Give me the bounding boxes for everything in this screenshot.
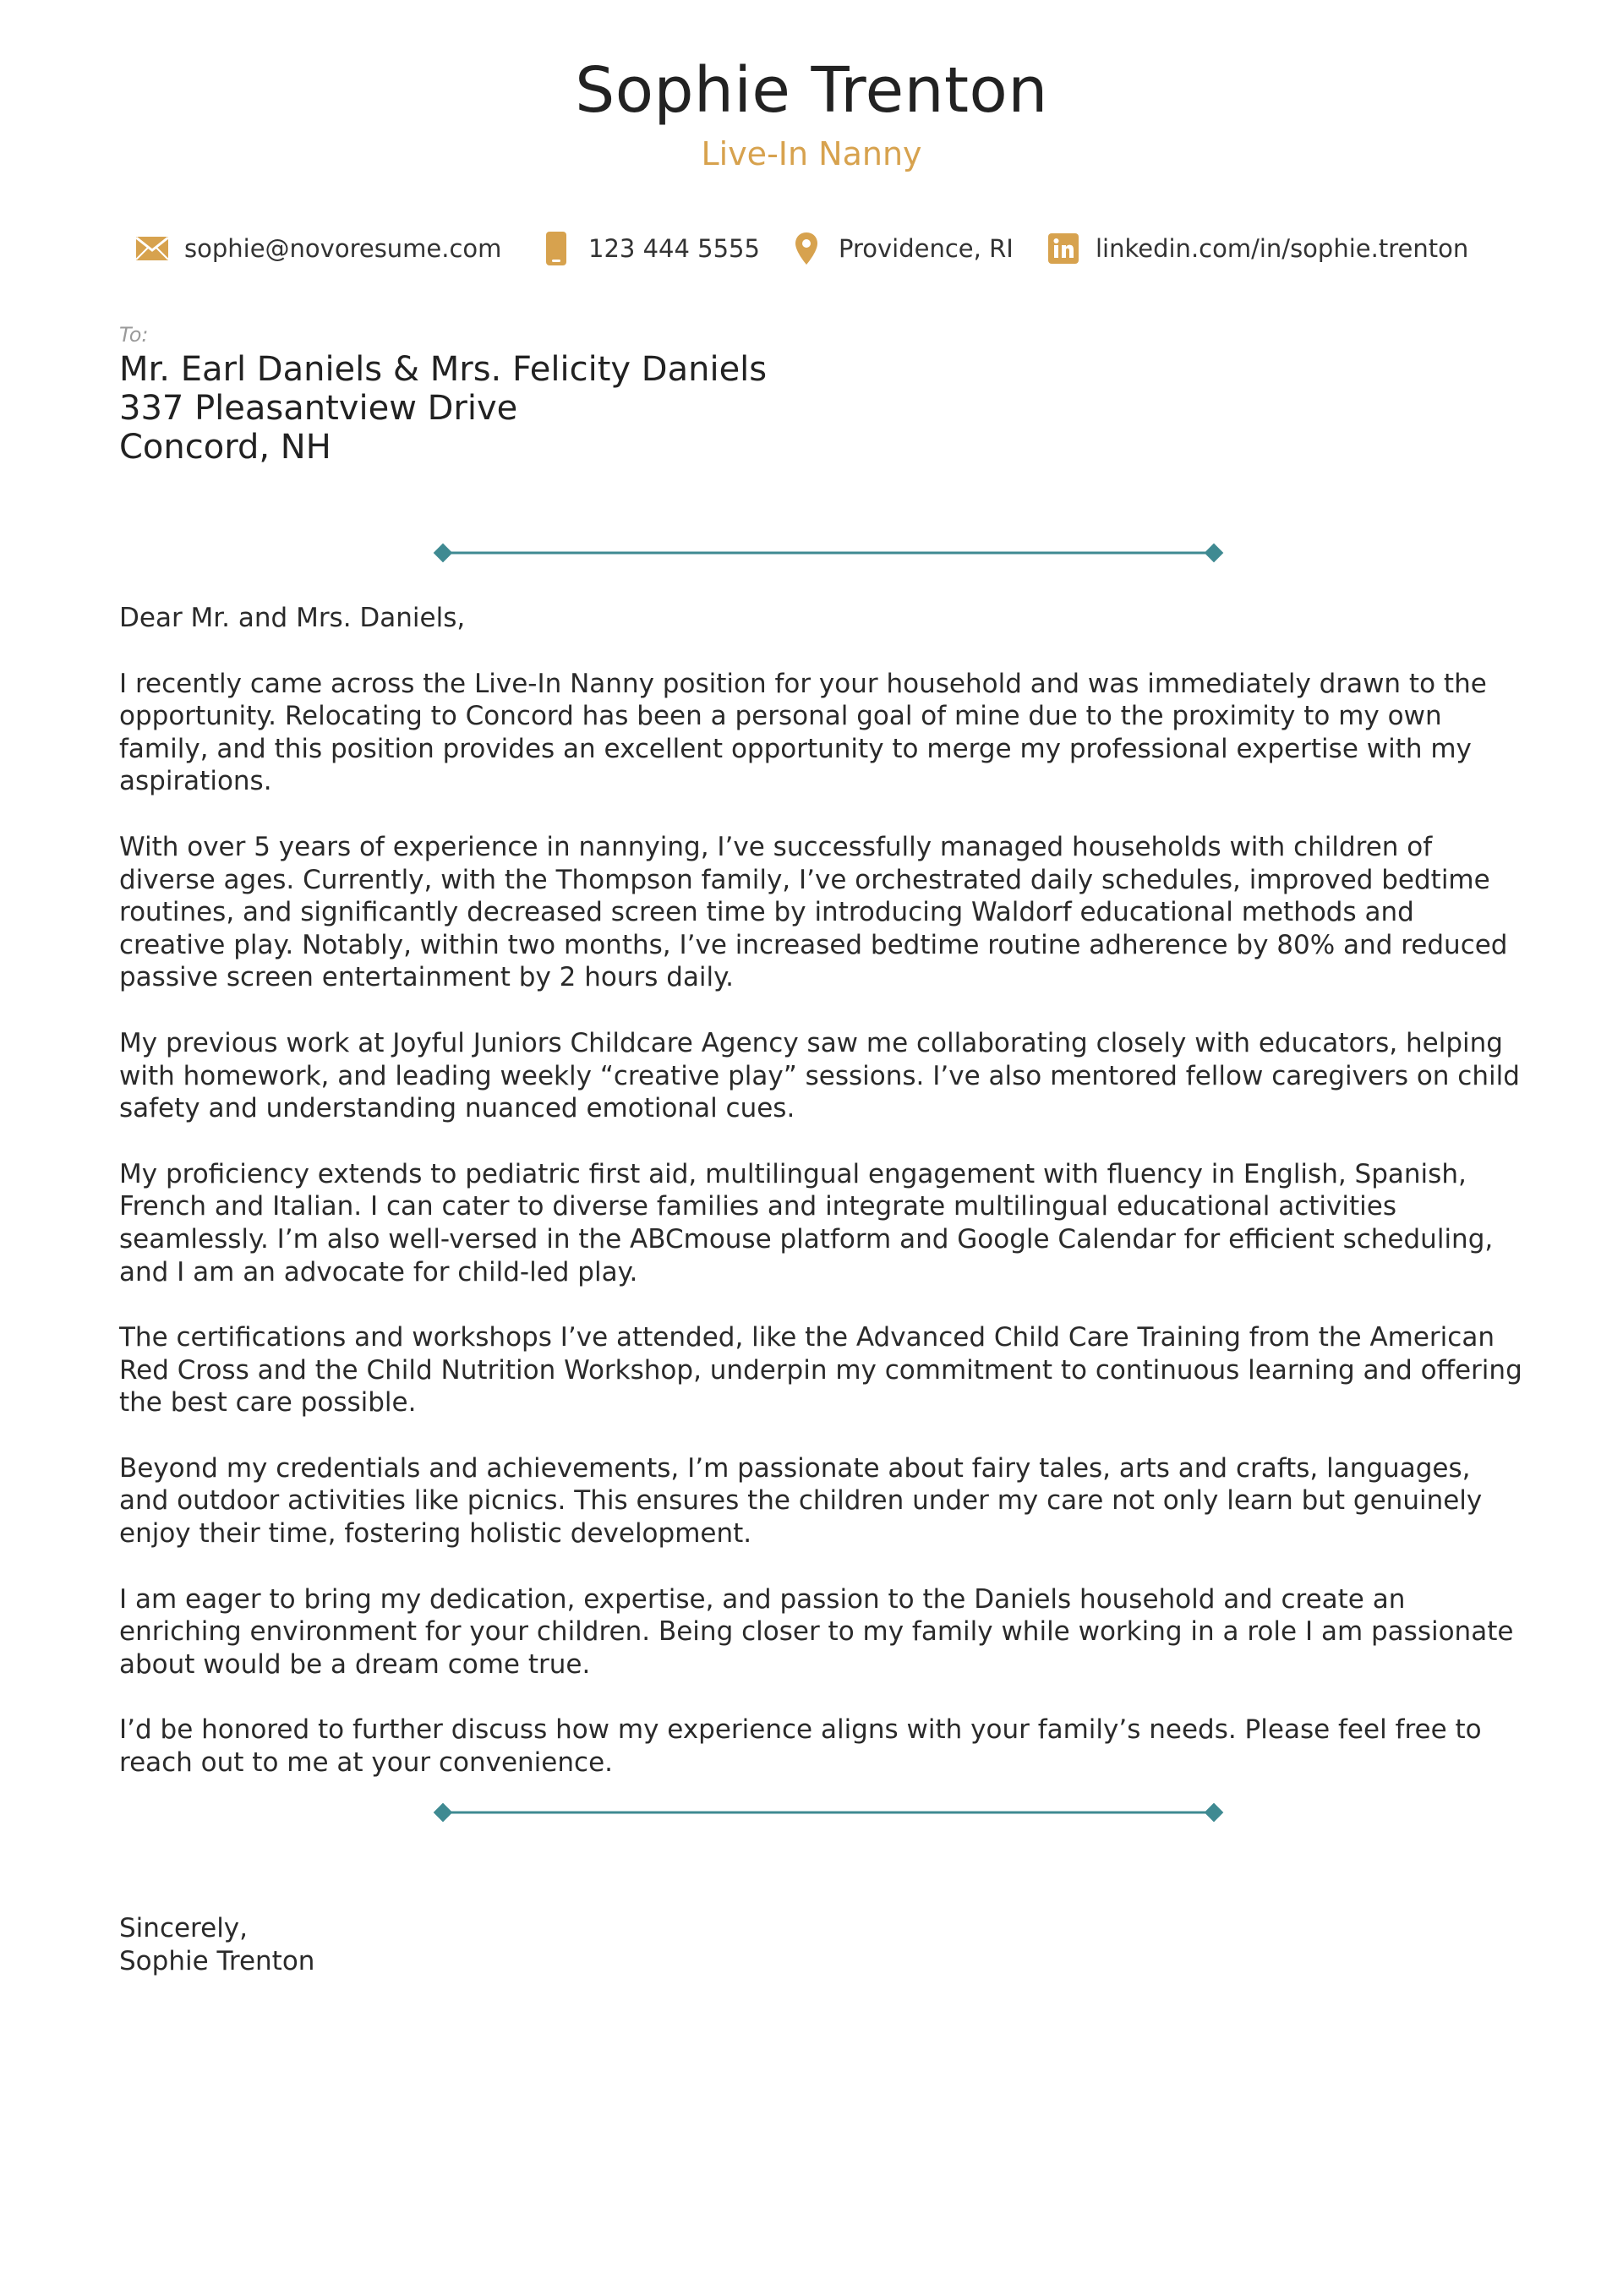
- paragraph-5: The certifications and workshops I’ve attended, like the Advanced Child Care Training from the American Red Cross and the Child Nutrition Workshop, underpin my commitment to continuous learning and offering the best care possible.: [119, 1322, 1522, 1419]
- contact-email[interactable]: [135, 225, 501, 272]
- top-divider: [431, 536, 1226, 570]
- envelope-icon: [135, 232, 169, 265]
- contact-phone[interactable]: [539, 225, 760, 272]
- paragraph-4: My proficiency extends to pediatric first aid, multilingual engagement with fluency in English, Spanish, French and Italian. I can cater to diverse families and integrate multilingual educational activities seamlessly. I’m also well-versed in the ABCmouse platform and Google Calendar for efficient scheduling, and I am an advocate for child-led play.: [119, 1158, 1494, 1287]
- paragraph-6: Beyond my credentials and achievements, I’m passionate about fairy tales, arts and crafts, languages, and outdoor activities like picnics. This ensures the children under my care not only learn but genuinely enjoy their time, fostering holistic development.: [119, 1452, 1483, 1550]
- linkedin-icon: [1046, 232, 1080, 265]
- recipient-street: 337 Pleasantview Drive: [119, 389, 518, 428]
- paragraph-3: My previous work at Joyful Juniors Childcare Agency saw me collaborating closely with educators, helping with homework, and leading weekly “creative play” sessions. I’ve also mentored fellow caregivers on child safety and understanding nuanced emotional cues.: [119, 1027, 1520, 1124]
- recipient-block: [119, 350, 767, 467]
- paragraph-1: I recently came across the Live-In Nanny position for your household and was immediately drawn to the opportunity. Relocating to Concord has been a personal goal of mine due to the proximity to my own family, and this position provides an excellent opportunity to merge my professional expertise with my aspirations.: [119, 668, 1487, 797]
- recipient-name: Mr. Earl Daniels & Mrs. Felicity Daniels: [119, 350, 768, 389]
- paragraph-7: I am eager to bring my dedication, expertise, and passion to the Daniels household and create an enriching environment for your children. Being closer to my family while working in a role I am passionate about would be a dream come true.: [119, 1583, 1514, 1680]
- recipient-city: Concord, NH: [119, 428, 331, 467]
- paragraph-2: With over 5 years of experience in nannying, I’ve successfully managed households with children of diverse ages. Currently, with the Thompson family, I’ve orchestrated daily schedules, improved bedtime routines, and significantly decreased screen time by introducing Waldorf educational methods and creative play. Notably, within two months, I’ve increased bedtime routine adherence by 80% and reduced passive screen entertainment by 2 hours daily.: [119, 831, 1508, 993]
- closing-line: Sincerely,: [119, 1913, 249, 1943]
- contact-location[interactable]: [790, 225, 1014, 272]
- job-title: Live-In Nanny: [701, 135, 922, 172]
- recipient-label: To:: [119, 323, 149, 347]
- bottom-divider: [431, 1796, 1226, 1829]
- contact-bar: [135, 225, 1488, 272]
- applicant-name: Sophie Trenton: [575, 54, 1048, 127]
- location-text: Providence, RI: [839, 234, 1014, 263]
- salutation: Dear Mr. and Mrs. Daniels,: [119, 603, 466, 633]
- contact-linkedin[interactable]: [1046, 225, 1468, 272]
- location-pin-icon: [790, 232, 823, 265]
- linkedin-text: linkedin.com/in/sophie.trenton: [1096, 234, 1469, 263]
- paragraph-8: I’d be honored to further discuss how my experience aligns with your family’s needs. Please feel free to reach out to me at your convenience.: [119, 1714, 1482, 1779]
- closing-block: [119, 1912, 314, 1977]
- signature-name: Sophie Trenton: [119, 1945, 315, 1976]
- letter-body: [119, 602, 1522, 1812]
- phone-icon: [539, 232, 573, 265]
- phone-text: 123 444 5555: [588, 234, 760, 263]
- email-text: sophie@novoresume.com: [184, 234, 502, 263]
